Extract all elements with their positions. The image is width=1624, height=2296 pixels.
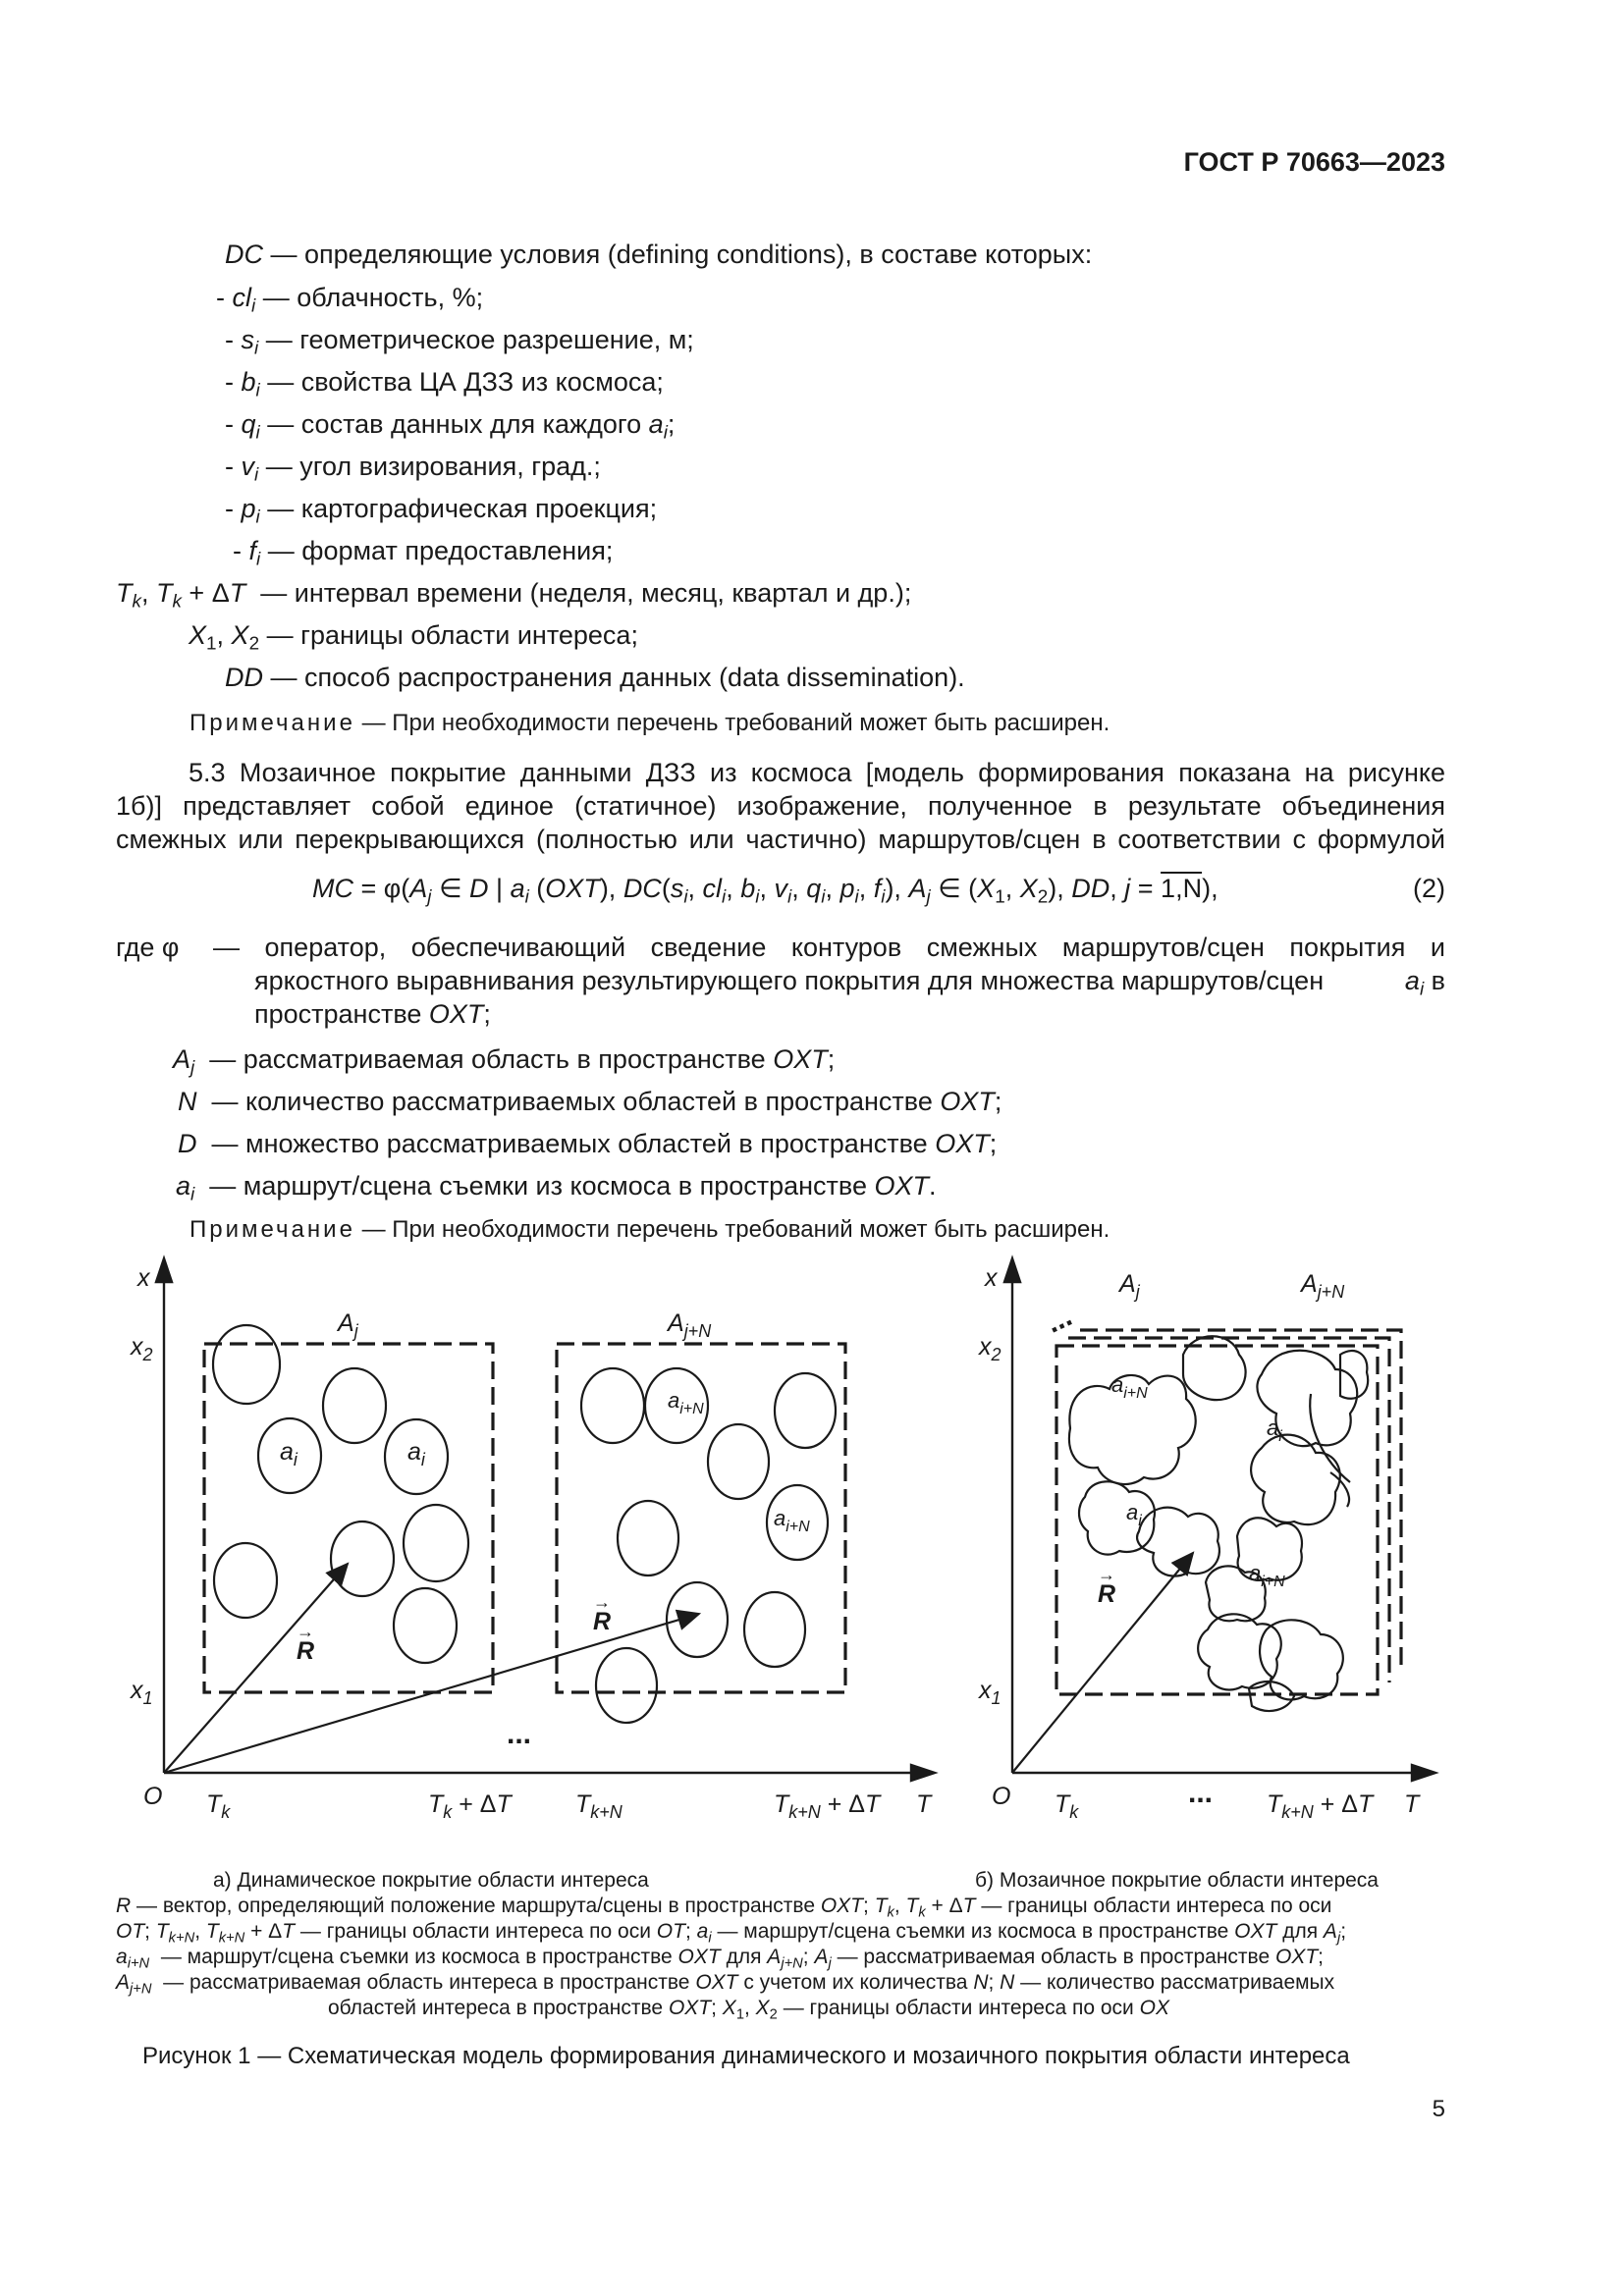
def-n: N — количество рассматриваемых областей в пространстве OXT; xyxy=(178,1087,1002,1116)
svg-text:R: R xyxy=(1098,1580,1116,1608)
def-phi-where: где φ xyxy=(116,933,180,962)
svg-text:x2: $x_2$ xyxy=(979,1333,1001,1364)
def-phi-line3: пространстве OXT; xyxy=(254,999,491,1029)
svg-text:ai: $a_i$ xyxy=(1126,1500,1142,1529)
legend-line2: OT; $T_{k+N}$, $T_{k+N} + \Delta T$ — границы области интереса по оси OT; $a_i$ — маршрут/сцена съемки из космоса в пространстве OXT для $A_j$; xyxy=(116,1920,1347,1947)
def-phi-line1: — оператор, обеспечивающий сведение контуров смежных маршрутов/сцен покрытия и xyxy=(213,933,1445,962)
svg-text:Aj+N: $A_{j+N}$ xyxy=(668,1309,712,1341)
svg-text:...: ... xyxy=(507,1718,532,1750)
svg-text:Tk: $T_k$ xyxy=(1055,1790,1079,1822)
svg-text:x: x xyxy=(137,1264,150,1292)
svg-text:R: R xyxy=(297,1637,315,1665)
svg-text:T: T xyxy=(916,1790,932,1818)
svg-text:Tk: $T_k$ xyxy=(206,1790,231,1822)
figure-caption: Рисунок 1 — Схематическая модель формирования динамического и мозаичного покрытия области интереса xyxy=(142,2043,1350,2069)
svg-text:Aj: $A_j$ xyxy=(1119,1270,1140,1302)
def-p: - $p_i$ — картографическая проекция; xyxy=(225,494,658,528)
svg-text:Aj+N: $A_{j+N}$ xyxy=(1301,1270,1345,1302)
def-f: - $f_i$ — формат предоставления; xyxy=(233,536,614,570)
def-b: - $b_i$ — свойства ЦА ДЗЗ из космоса; xyxy=(225,367,664,401)
panel-a-area-aj xyxy=(204,1344,493,1692)
note-1: Примечание — При необходимости перечень требований может быть расширен. xyxy=(189,710,1110,736)
page-number: 5 xyxy=(1432,2096,1445,2122)
formula-number: (2) xyxy=(1413,874,1445,903)
svg-text:x1: $x_1$ xyxy=(131,1677,153,1708)
def-v: - $v_i$ — угол визирования, град.; xyxy=(225,452,601,486)
def-interval: $T_k$, $T_k + \Delta T$ — интервал времени (неделя, месяц, квартал и др.); xyxy=(116,578,912,613)
svg-text:ai: $a_i$ xyxy=(280,1438,298,1469)
svg-text:ai: $a_i$ xyxy=(407,1438,425,1469)
svg-text:x: x xyxy=(985,1264,998,1292)
svg-text:ai: $a_i$ xyxy=(1267,1415,1282,1445)
def-s: - $s_i$ — геометрическое разрешение, м; xyxy=(225,325,694,359)
figure-labels xyxy=(130,1264,1421,1822)
subcaption-a: а) Динамическое покрытие области интереса xyxy=(213,1869,649,1892)
svg-text:Aj: $A_j$ xyxy=(338,1309,358,1341)
svg-text:Tk+N + ΔT: $T_{k+N} + \Delta T$ xyxy=(774,1790,881,1822)
svg-text:O: O xyxy=(992,1783,1011,1810)
legend-line4: $A_{j+N}$ — рассматриваемая область интереса в пространстве OXT с учетом их количества N; N — количество рассматриваемых xyxy=(116,1971,1335,1998)
formula-2: MC = $\varphi(A_j$ ∈ D | $a_i$ (OXT), $DC(s_i$, $cl_i$, $b_i$, $v_i$, $q_i$, $p_i$, $f_i$), $A_j$ ∈ ($X_1$, $X_2$), DD, j = 1,N), xyxy=(312,874,1218,908)
svg-text:ai+N: $a_{i+N}$ xyxy=(668,1388,704,1417)
svg-text:→: → xyxy=(1098,1565,1115,1584)
para-53-line3: смежных или перекрывающихся (полностью или частично) маршрутов/сцен в соответствии с формулой xyxy=(116,825,1445,854)
svg-text:...: ... xyxy=(1041,1300,1077,1340)
svg-text:R: R xyxy=(593,1608,612,1635)
svg-text:x1: $x_1$ xyxy=(979,1677,1001,1708)
svg-text:ai+N: $a_{i+N}$ xyxy=(1111,1372,1148,1402)
svg-text:O: O xyxy=(143,1783,163,1810)
svg-text:→: → xyxy=(297,1622,314,1641)
para-53-line1: 5.3 Мозаичное покрытие данными ДЗЗ из космоса [модель формирования показана на рисунке xyxy=(189,758,1445,787)
svg-text:Tk+N: $T_{k+N}$ xyxy=(575,1790,623,1822)
svg-text:→: → xyxy=(593,1592,611,1612)
svg-text:ai+N: $a_{i+N}$ xyxy=(774,1506,810,1535)
def-phi-line2: яркостного выравнивания результирующего покрытия для множества маршрутов/сцен $a_i$ в xyxy=(254,966,1445,1000)
svg-text:ai+N: $a_{i+N}$ xyxy=(1249,1561,1285,1590)
legend-line3: $a_{i+N}$ — маршрут/сцена съемки из космоса в пространстве OXT для $A_{j+N}$; $A_j$ — рассматриваемая область в пространстве OXT; xyxy=(116,1946,1325,1972)
doc-code: ГОСТ Р 70663—2023 xyxy=(1183,147,1445,177)
svg-text:Tk+N + ΔT: $T_{k+N} + \Delta T$ xyxy=(1267,1790,1374,1822)
svg-text:...: ... xyxy=(1188,1777,1214,1809)
panel-a-vector-1 xyxy=(164,1564,348,1773)
def-aj: $A_j$ — рассматриваемая область в пространстве OXT; xyxy=(173,1044,836,1079)
legend-line5: областей интереса в пространстве OXT; $X_1$, $X_2$ — границы области интереса по оси OX xyxy=(328,1997,1169,2023)
panel-b-area-aj xyxy=(1056,1346,1378,1694)
panel-a-axes xyxy=(156,1258,935,1781)
def-dd: DD — способ распространения данных (data dissemination). xyxy=(225,663,965,692)
def-d: D — множество рассматриваемых областей в пространстве OXT; xyxy=(178,1129,998,1158)
def-q: - $q_i$ — состав данных для каждого $a_i$; xyxy=(225,409,676,444)
svg-text:x2: $x_2$ xyxy=(131,1333,153,1364)
def-bounds: $X_1$, $X_2$ — границы области интереса; xyxy=(189,620,638,655)
legend-line1: R — вектор, определяющий положение маршрута/сцены в пространстве OXT; $T_k$, $T_k + \Delta T$ — границы области интереса по оси xyxy=(116,1895,1332,1921)
def-ai: $a_i$ — маршрут/сцена съемки из космоса в пространстве OXT. xyxy=(176,1171,937,1205)
note-2: Примечание — При необходимости перечень требований может быть расширен. xyxy=(189,1216,1110,1243)
panel-a-vector-2 xyxy=(164,1614,699,1773)
svg-text:Tk + ΔT: $T_k + \Delta T$ xyxy=(428,1790,512,1822)
para-53-line2: 1б)] представляет собой единое (статичное) изображение, полученное в результате объединения xyxy=(116,791,1445,821)
subcaption-b: б) Мозаичное покрытие области интереса xyxy=(975,1869,1379,1892)
def-cl: - $cl_i$ — облачность, %; xyxy=(216,283,484,317)
def-dc: DC — определяющие условия (defining conditions), в составе которых: xyxy=(225,240,1093,269)
svg-text:T: T xyxy=(1404,1790,1420,1818)
